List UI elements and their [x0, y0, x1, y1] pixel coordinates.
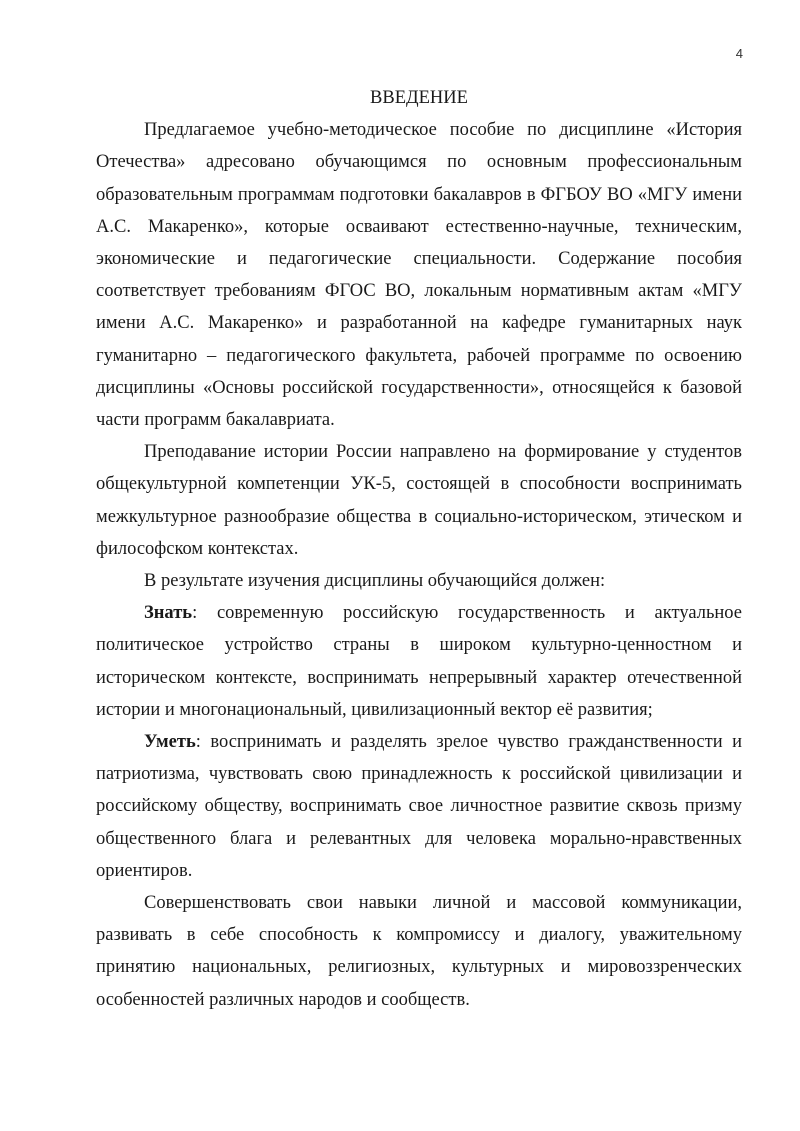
paragraph-intro: Предлагаемое учебно-методическое пособие по дисциплине «История Отечества» адресовано обучающимся по основным профессиональным образовательным программам подготовки бакалавров в ФГБОУ ВО «МГУ имени А.С. Макаренко», которые осваивают естественно-научные, техническим, экономические и педагогические специальности. Содержание пособия соответствует требованиям ФГОС ВО, локальным нормативным актам «МГУ имени А.С. Макаренко» и разработанной на кафедре гуманитарных наук гуманитарно – педагогического факультета, рабочей программе по освоению дисциплины «Основы российской государственности», относящейся к базовой части программ бакалавриата.	[96, 120, 742, 431]
paragraph-competence: Преподавание истории России направлено на формирование у студентов общекультурной компетенции УК-5, состоящей в способности воспринимать межкультурное разнообразие общества в социально-историческом, этическом и философском контекстах.	[96, 442, 742, 559]
section-heading: ВВЕДЕНИЕ	[370, 88, 468, 108]
paragraph-outcome-intro: В результате изучения дисциплины обучающийся должен:	[144, 571, 606, 592]
paragraph-able	[96, 726, 742, 887]
page-number: 4	[735, 46, 743, 61]
know-label: Знать	[144, 603, 193, 624]
document-body	[96, 82, 742, 1016]
able-label: Уметь	[144, 732, 196, 753]
able-text: : воспринимать и разделять зрелое чувство гражданственности и патриотизма, чувствовать свою принадлежность к российской цивилизации и российскому обществу, воспринимать свое личностное развитие сквозь призму общественного блага и релевантных для человека морально-нравственных ориентиров.	[96, 732, 742, 881]
know-text: : современную российскую государственность и актуальное политическое устройство страны в широком культурно-ценностном и историческом контексте, воспринимать непрерывный характер отечественной истории и многонациональный, цивилизационный вектор её развития;	[96, 603, 742, 720]
paragraph-improve: Совершенствовать свои навыки личной и массовой коммуникации, развивать в себе способность к компромиссу и диалогу, уважительному принятию национальных, религиозных, культурных и мировоззренческих особенностей различных народов и сообществ.	[96, 893, 742, 1010]
paragraph-know	[96, 597, 742, 726]
